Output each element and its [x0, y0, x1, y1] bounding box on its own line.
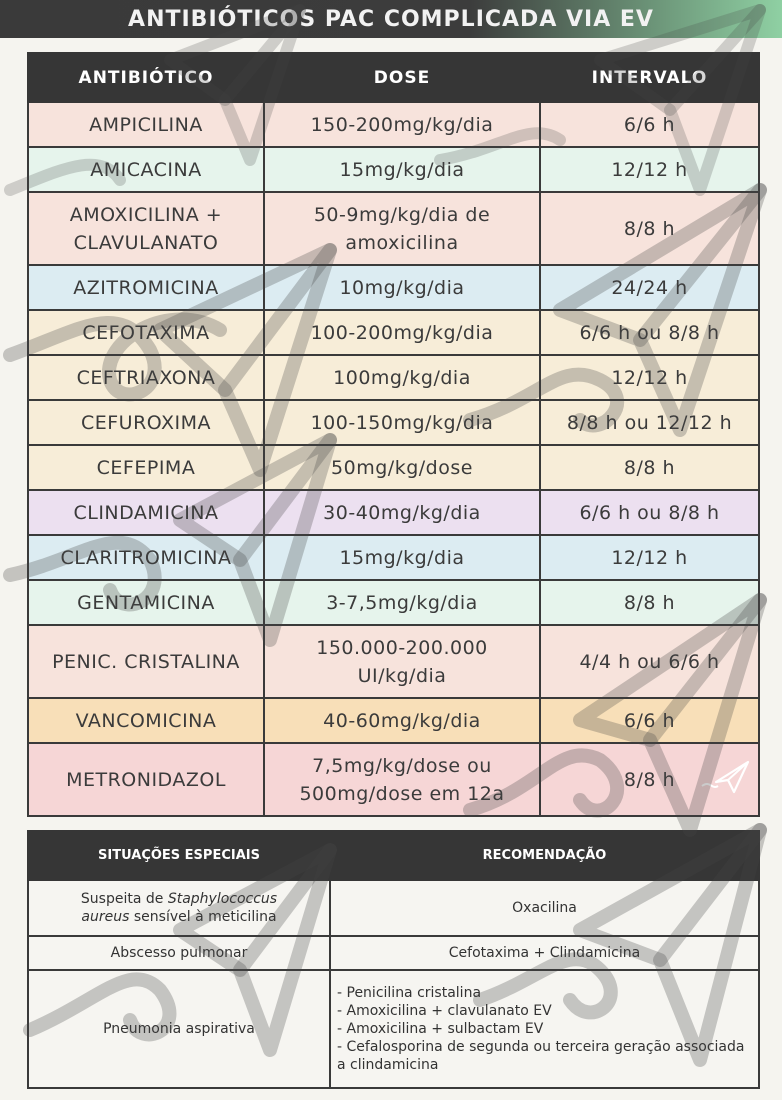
interval-cell: 4/4 h ou 6/6 h	[540, 625, 759, 698]
table-row	[28, 355, 759, 400]
antibiotic-cell: VANCOMICINA	[28, 698, 264, 743]
dose-cell: 15mg/kg/dia	[264, 535, 540, 580]
antibiotic-cell: METRONIDAZOL	[28, 743, 264, 816]
interval-cell: 12/12 h	[540, 355, 759, 400]
antibiotic-cell: CEFEPIMA	[28, 445, 264, 490]
dose-cell: 100-200mg/kg/dia	[264, 310, 540, 355]
interval-cell: 24/24 h	[540, 265, 759, 310]
interval-cell: 6/6 h	[540, 698, 759, 743]
table-row	[28, 310, 759, 355]
table-row	[28, 147, 759, 192]
table-row	[28, 936, 759, 970]
interval-cell	[540, 743, 759, 816]
table-row	[28, 102, 759, 147]
antibiotic-cell: CEFOTAXIMA	[28, 310, 264, 355]
table-row	[28, 192, 759, 265]
interval-cell: 8/8 h	[540, 192, 759, 265]
interval-cell: 8/8 h	[540, 445, 759, 490]
situation-species-name: aureus	[81, 909, 130, 925]
interval-text: 8/8 h	[623, 768, 676, 791]
list-item: - Penicilina cristalina	[337, 985, 482, 1001]
interval-cell: 8/8 h	[540, 580, 759, 625]
interval-cell: 6/6 h ou 8/8 h	[540, 310, 759, 355]
table-row	[28, 698, 759, 743]
antibiotic-cell: CLARITROMICINA	[28, 535, 264, 580]
antibiotic-cell: CEFUROXIMA	[28, 400, 264, 445]
list-item: - Amoxicilina + sulbactam EV	[337, 1021, 544, 1037]
title-banner	[0, 0, 782, 38]
dose-cell: 3-7,5mg/kg/dia	[264, 580, 540, 625]
dose-cell: 7,5mg/kg/dose ou 500mg/dose em 12a	[264, 743, 540, 816]
antibiotic-cell: AMPICILINA	[28, 102, 264, 147]
table-header-row	[28, 831, 759, 880]
column-header-situation: SITUAÇÕES ESPECIAIS	[28, 831, 330, 880]
antibiotic-cell: GENTAMICINA	[28, 580, 264, 625]
dose-cell: 150-200mg/kg/dia	[264, 102, 540, 147]
paper-plane-icon	[698, 756, 752, 796]
dose-cell: 100-150mg/kg/dia	[264, 400, 540, 445]
dose-cell: 50-9mg/kg/dia de amoxicilina	[264, 192, 540, 265]
situation-text: Suspeita de	[80, 891, 168, 907]
table-header-row	[28, 53, 759, 102]
column-header-dose: DOSE	[264, 53, 540, 102]
antibiotic-cell: CLINDAMICINA	[28, 490, 264, 535]
column-header-interval: INTERVALO	[540, 53, 759, 102]
table-row	[28, 535, 759, 580]
antibiotic-cell: AZITROMICINA	[28, 265, 264, 310]
recommendation-cell: Cefotaxima + Clindamicina	[330, 936, 759, 970]
interval-cell: 6/6 h	[540, 102, 759, 147]
dose-cell: 50mg/kg/dose	[264, 445, 540, 490]
situation-cell: Pneumonia aspirativa	[28, 970, 330, 1088]
dose-cell: 30-40mg/kg/dia	[264, 490, 540, 535]
table-row	[28, 265, 759, 310]
antibiotic-cell: PENIC. CRISTALINA	[28, 625, 264, 698]
antibiotic-cell: AMOXICILINA + CLAVULANATO	[28, 192, 264, 265]
recommendation-list	[337, 984, 752, 1074]
table-row	[28, 743, 759, 816]
table-row	[28, 580, 759, 625]
situation-cell: Abscesso pulmonar	[28, 936, 330, 970]
situation-cell	[28, 880, 330, 936]
interval-cell: 8/8 h ou 12/12 h	[540, 400, 759, 445]
table-row	[28, 400, 759, 445]
dose-cell: 15mg/kg/dia	[264, 147, 540, 192]
antibiotic-table	[27, 52, 760, 817]
interval-cell: 6/6 h ou 8/8 h	[540, 490, 759, 535]
table-row	[28, 445, 759, 490]
column-header-antibiotic: ANTIBIÓTICO	[28, 53, 264, 102]
antibiotic-cell: CEFTRIAXONA	[28, 355, 264, 400]
list-item: - Amoxicilina + clavulanato EV	[337, 1003, 552, 1019]
antibiotic-cell: AMICACINA	[28, 147, 264, 192]
interval-cell: 12/12 h	[540, 535, 759, 580]
interval-cell: 12/12 h	[540, 147, 759, 192]
situation-species-genus: Staphylococcus	[167, 891, 278, 907]
dose-cell: 10mg/kg/dia	[264, 265, 540, 310]
table-row	[28, 970, 759, 1088]
page-title: ANTIBIÓTICOS PAC COMPLICADA VIA EV	[128, 6, 654, 32]
table-row	[28, 880, 759, 936]
situation-text-suffix: sensível à meticilina	[129, 909, 277, 925]
table-row	[28, 490, 759, 535]
special-situations-table	[27, 830, 760, 1089]
column-header-recommendation: RECOMENDAÇÃO	[330, 831, 759, 880]
dose-cell: 40-60mg/kg/dia	[264, 698, 540, 743]
recommendation-cell	[330, 970, 759, 1088]
recommendation-cell: Oxacilina	[330, 880, 759, 936]
dose-cell: 150.000-200.000 UI/kg/dia	[264, 625, 540, 698]
dose-cell: 100mg/kg/dia	[264, 355, 540, 400]
list-item: - Cefalosporina de segunda ou terceira geração associada a clindamicina	[337, 1039, 745, 1073]
table-row	[28, 625, 759, 698]
